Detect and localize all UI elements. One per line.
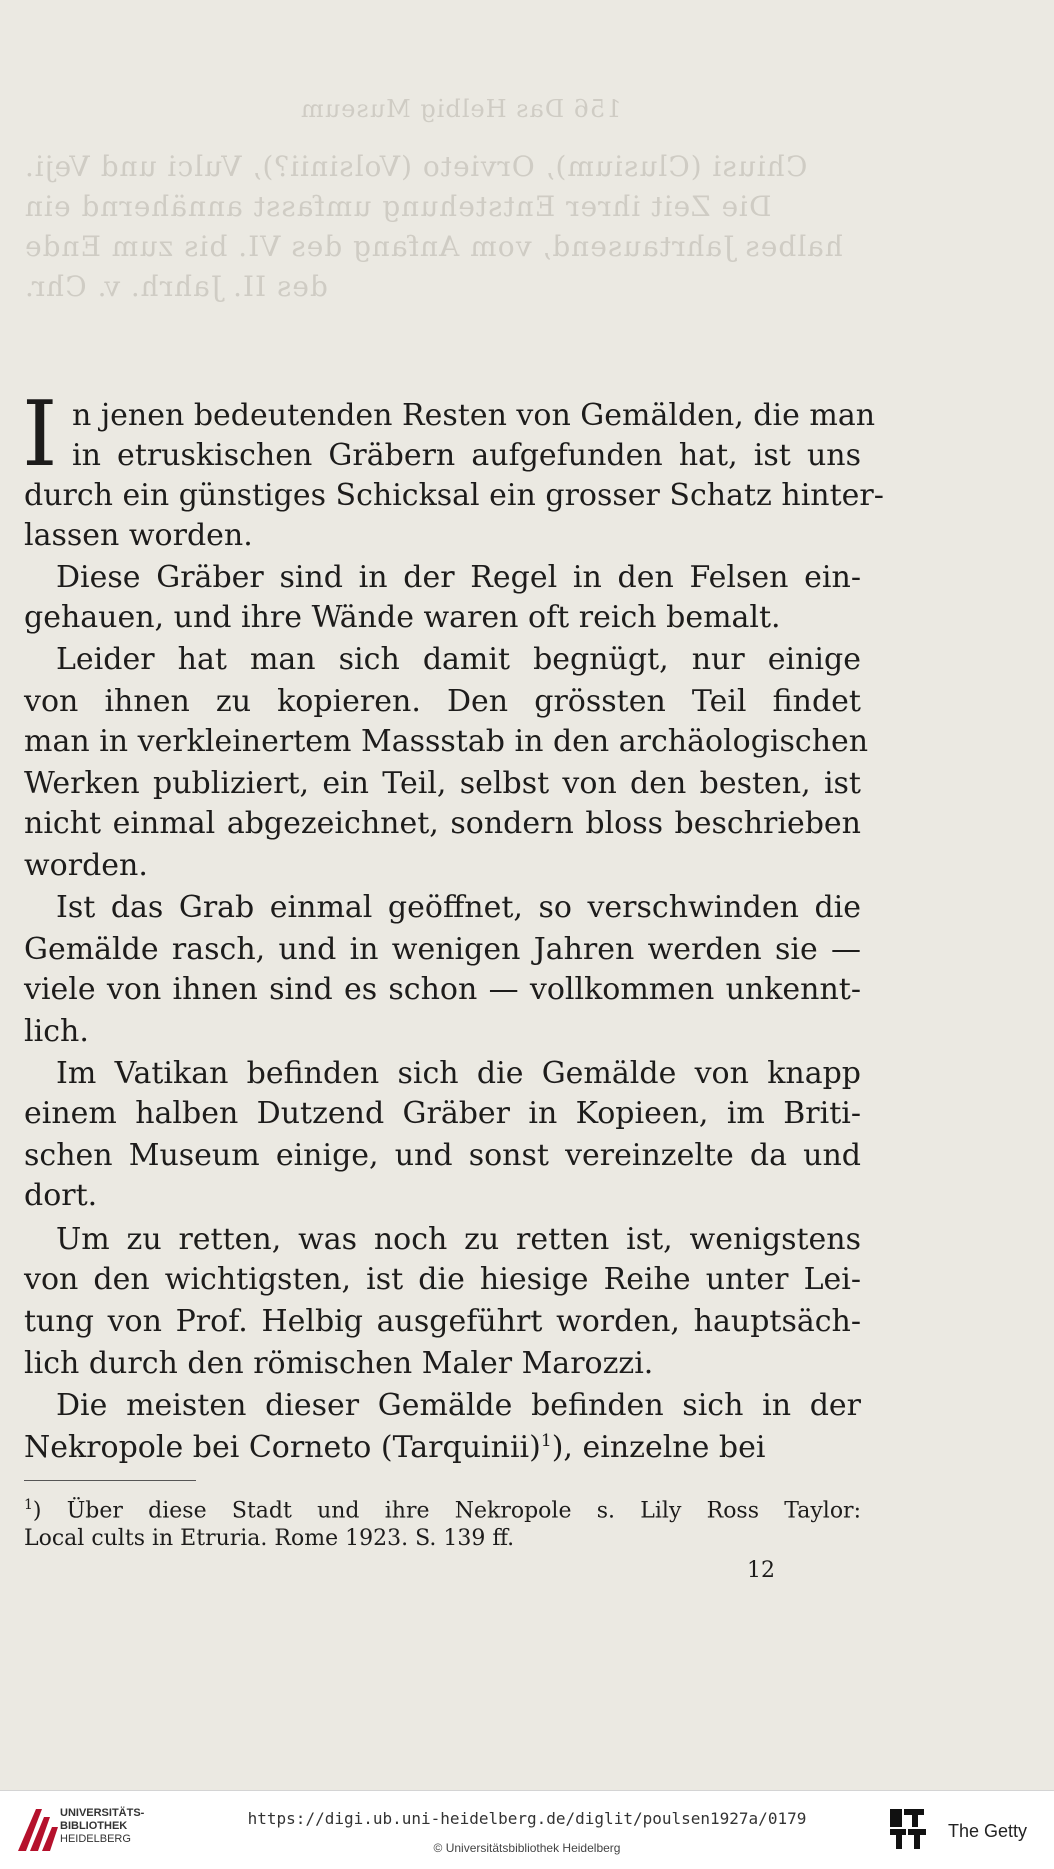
body-line: gehauen, und ihre Wände waren oft reich bemalt. [24, 600, 781, 635]
body-line: durch ein günstiges Schicksal ein grosser Schatz hinter- [24, 478, 884, 513]
body-line: einem halben Dutzend Gräber in Kopieen, im Briti- [24, 1096, 861, 1131]
body-line: lassen worden. [24, 518, 253, 553]
body-line: viele von ihnen sind es schon — vollkommen unkennt- [24, 972, 861, 1007]
ghost-line: Chiusi (Clusium), Orvieto (Volsinii?), Vulci und Veji. [24, 150, 808, 183]
body-line: in etruskischen Gräbern aufgefunden hat, ist uns [72, 438, 861, 473]
library-name-line: UNIVERSITÄTS- [60, 1807, 145, 1819]
body-line: Die meisten dieser Gemälde befinden sich in der [56, 1388, 861, 1423]
body-line: Werken publiziert, ein Teil, selbst von den besten, ist [24, 766, 861, 801]
ghost-line: Die Zeit ihrer Entstehung umfasst annähernd ein [24, 190, 772, 223]
body-line-part: ), einzelne bei [551, 1430, 766, 1465]
permalink-url[interactable]: https://digi.ub.uni-heidelberg.de/diglit/poulsen1927a/0179 [247, 1809, 807, 1828]
body-line: Diese Gräber sind in der Regel in den Felsen ein- [56, 560, 861, 595]
footnote-marker: 1 [24, 1497, 33, 1513]
body-line-part: Nekropole bei Corneto (Tarquinii) [24, 1430, 541, 1465]
footnote-rule [24, 1480, 196, 1481]
partner-name: The Getty [948, 1821, 1028, 1841]
page-number: 12 [747, 1558, 775, 1583]
footnote-text: ) Über diese Stadt und ihre Nekropole s. Lily Ross Taylor: [32, 1498, 861, 1524]
ghost-line: 156 Das Helbig Museum [300, 95, 622, 123]
body-line: schen Museum einige, und sonst vereinzelte da und [24, 1138, 861, 1173]
footnote-line: Local cults in Etruria. Rome 1923. S. 139 ff. [24, 1526, 515, 1551]
ghost-line: halbes Jahrtausend, vom Anfang des VI. bis zum Ende [24, 230, 843, 263]
body-line: Um zu retten, was noch zu retten ist, wenigstens [56, 1222, 861, 1257]
body-line: tung von Prof. Helbig ausgeführt worden, hauptsäch- [24, 1304, 861, 1339]
body-line-with-footnote-ref [24, 1428, 861, 1468]
ghost-line: des II. Jahrh. v. Chr. [24, 270, 328, 303]
body-line: lich durch den römischen Maler Marozzi. [24, 1346, 654, 1381]
body-line: von ihnen zu kopieren. Den grössten Teil findet [24, 684, 861, 719]
body-line: Leider hat man sich damit begnügt, nur einige [56, 642, 861, 677]
body-line: dort. [24, 1178, 98, 1213]
library-name-line: HEIDELBERG [60, 1833, 131, 1845]
body-line: Ist das Grab einmal geöffnet, so verschwinden die [56, 890, 861, 925]
body-line: n jenen bedeutenden Resten von Gemälden, die man [72, 398, 876, 433]
body-line: lich. [24, 1014, 89, 1049]
getty-logo-icon [888, 1807, 928, 1851]
copyright-notice: © Universitätsbibliothek Heidelberg [433, 1841, 621, 1855]
drop-cap: I [22, 382, 58, 487]
body-line: von den wichtigsten, ist die hiesige Reihe unter Lei- [24, 1262, 861, 1297]
body-line: Im Vatikan befinden sich die Gemälde von knapp [56, 1056, 861, 1091]
body-line: Gemälde rasch, und in wenigen Jahren werden sie — [24, 932, 861, 967]
body-line: man in verkleinertem Massstab in den archäologischen [24, 724, 869, 759]
viewer-footer [0, 1790, 1054, 1869]
library-name-line: BIBLIOTHEK [60, 1820, 128, 1832]
body-line: nicht einmal abgezeichnet, sondern bloss beschrieben [24, 806, 861, 841]
footnote-ref: 1 [540, 1431, 552, 1451]
body-line: worden. [24, 848, 148, 883]
